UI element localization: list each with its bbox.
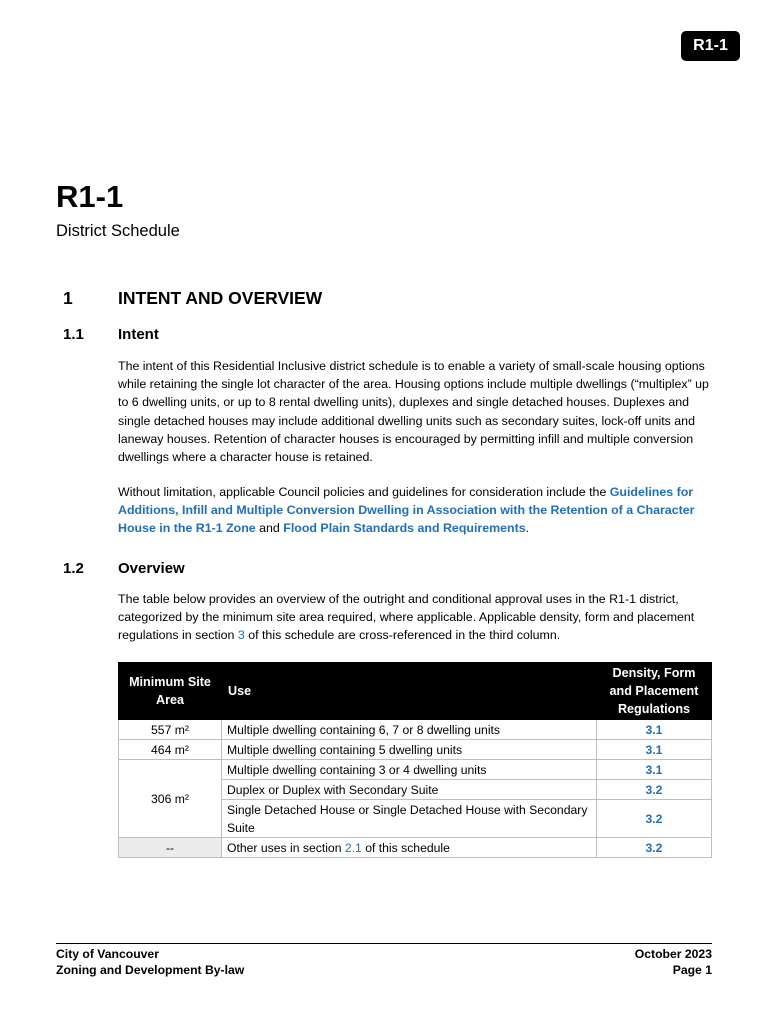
site-area-cell: -- xyxy=(119,838,222,858)
section-1-2-heading xyxy=(63,559,185,579)
section-title: INTENT AND OVERVIEW xyxy=(118,288,323,308)
guidelines-link[interactable]: Guidelines for Additions, Infill and Multiple Conversion Dwelling in Association with the Retention of a Character House in the R1-1 Zone xyxy=(118,485,695,536)
table-header-row xyxy=(119,663,712,720)
use-cell xyxy=(222,838,597,858)
site-area-cell: 557 m² xyxy=(119,720,222,740)
header-regulations: Density, Form and Placement Regulations xyxy=(597,663,712,720)
footer-left xyxy=(56,946,244,978)
regulation-ref-link[interactable]: 3.2 xyxy=(597,800,712,838)
section-number: 1 xyxy=(63,288,73,308)
section-title: Overview xyxy=(118,560,185,577)
regulation-ref-link[interactable]: 3.1 xyxy=(597,740,712,760)
table-row xyxy=(119,838,712,858)
use-text: of this schedule xyxy=(361,840,450,855)
section-3-link[interactable]: 3 xyxy=(237,628,245,643)
header-min-site-area: Minimum Site Area xyxy=(119,663,222,720)
intent-paragraph: The intent of this Residential Inclusive district schedule is to enable a variety of small-scale housing options while retaining the single lot character of the area. Housing options include multiple dwellings (“multiplex” up to 6 dwelling units, or up to 8 rental dwelling units), duplexes and single detached houses. Duplexes and single detached houses may include additional dwelling units such as secondary suites, lock-off units and laneway houses. Retention of character houses is encouraged by permitting infill and multiple conversion dwellings where a character house is retained. xyxy=(118,359,709,465)
site-area-cell: 464 m² xyxy=(119,740,222,760)
use-text: Other uses in section xyxy=(227,840,345,855)
paragraph-text: Without limitation, applicable Council policies and guidelines for consideration include the xyxy=(118,485,610,499)
regulation-ref-link[interactable]: 3.2 xyxy=(597,780,712,800)
overview-paragraph xyxy=(118,590,714,645)
paragraph-text: of this schedule are cross-referenced in the third column. xyxy=(244,628,561,643)
section-2-1-link[interactable]: 2.1 xyxy=(344,840,362,855)
table-row xyxy=(119,760,712,780)
paragraph-text: The table below provides an overview of the outright and conditional approval uses in the R1-1 district, categorized by the minimum site area required, where applicable. Applicable density, form and placement regulations in section xyxy=(118,592,695,643)
section-1-1-heading xyxy=(63,325,159,345)
footer-document-name: Zoning and Development By-law xyxy=(56,963,245,977)
section-1-heading xyxy=(63,287,322,309)
page-title: R1-1 xyxy=(56,179,124,214)
guidelines-paragraph xyxy=(118,483,714,538)
site-area-cell: 306 m² xyxy=(119,760,222,838)
use-cell: Multiple dwelling containing 3 or 4 dwelling units xyxy=(222,760,597,780)
footer-date: October 2023 xyxy=(634,947,712,961)
regulation-ref-link[interactable]: 3.1 xyxy=(597,720,712,740)
section-number: 1.1 xyxy=(63,326,84,343)
table-row xyxy=(119,740,712,760)
footer-organization: City of Vancouver xyxy=(56,947,159,961)
use-cell: Multiple dwelling containing 5 dwelling units xyxy=(222,740,597,760)
header-use: Use xyxy=(222,663,597,720)
paragraph-text: . xyxy=(525,521,530,536)
paragraph-text: and xyxy=(255,521,284,536)
footer-divider xyxy=(56,943,712,944)
flood-plain-standards-link[interactable]: Flood Plain Standards and Requirements xyxy=(283,521,526,536)
footer-right xyxy=(635,946,712,978)
uses-overview-table xyxy=(118,662,712,858)
table-row xyxy=(119,720,712,740)
district-badge: R1-1 xyxy=(681,31,740,61)
footer-page-number: Page 1 xyxy=(672,963,712,977)
use-cell: Duplex or Duplex with Secondary Suite xyxy=(222,780,597,800)
section-number: 1.2 xyxy=(63,560,84,577)
page-subtitle: District Schedule xyxy=(56,222,180,240)
use-cell: Single Detached House or Single Detached House with Secondary Suite xyxy=(222,800,597,838)
regulation-ref-link[interactable]: 3.1 xyxy=(597,760,712,780)
regulation-ref-link[interactable]: 3.2 xyxy=(597,838,712,858)
section-title: Intent xyxy=(118,326,159,343)
use-cell: Multiple dwelling containing 6, 7 or 8 dwelling units xyxy=(222,720,597,740)
